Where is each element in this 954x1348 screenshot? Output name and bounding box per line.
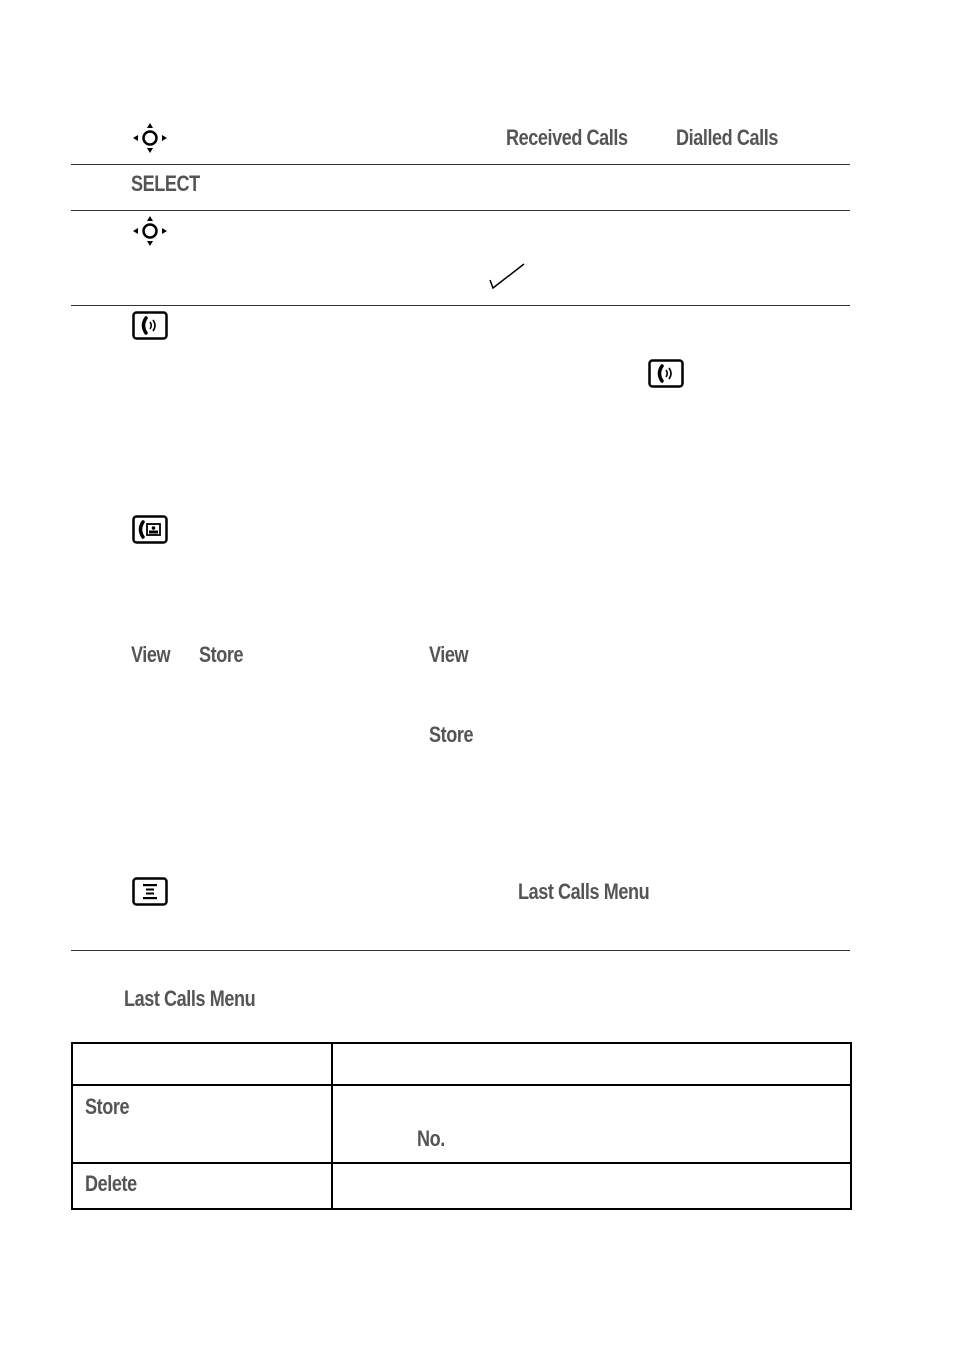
navigation-key-icon: [132, 215, 168, 247]
table-header-option: [72, 1043, 332, 1085]
section-heading: Last Calls Menu: [124, 986, 256, 1011]
number-key-label: No.: [417, 1126, 445, 1151]
table-cell-option: [72, 1085, 332, 1163]
last-calls-menu-table: [71, 1042, 852, 1210]
last-calls-menu-label: Last Calls Menu: [518, 879, 650, 904]
table-header-description: [332, 1043, 851, 1085]
divider: [71, 210, 850, 211]
store-option-label: Store: [199, 642, 244, 667]
table-row: [72, 1085, 851, 1163]
dialled-calls-label: Dialled Calls: [676, 125, 778, 150]
select-key-label: SELECT: [131, 171, 200, 196]
call-key-icon: [648, 359, 684, 388]
navigation-key-icon: [132, 122, 168, 154]
table-cell-description: [332, 1163, 851, 1209]
divider: [71, 950, 850, 951]
divider: [71, 305, 850, 306]
table-cell-description: [332, 1085, 851, 1163]
table-row: [72, 1163, 851, 1209]
view-description-label: View: [429, 642, 469, 667]
view-option-label: View: [131, 642, 171, 667]
store-description-label: Store: [429, 722, 474, 747]
checkmark-icon: [488, 262, 526, 290]
menu-key-icon: [132, 877, 168, 906]
delete-menu-option: Delete: [85, 1171, 137, 1196]
video-call-key-icon: [132, 515, 168, 544]
store-menu-option: Store: [85, 1094, 130, 1119]
received-calls-label: Received Calls: [506, 125, 628, 150]
table-cell-option: [72, 1163, 332, 1209]
divider: [71, 164, 850, 165]
table-row: [72, 1043, 851, 1085]
call-key-icon: [132, 311, 168, 340]
